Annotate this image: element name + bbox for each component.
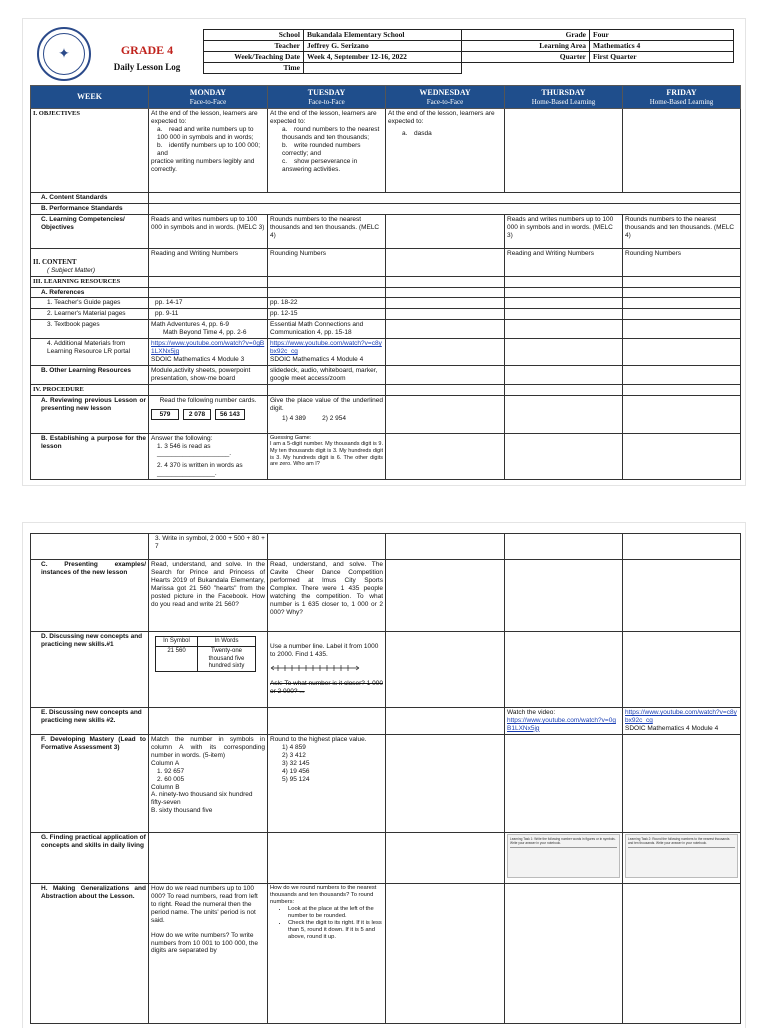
establishing-purpose-label: B. Establishing a purpose for the lesson	[31, 433, 149, 480]
content-wed	[386, 249, 505, 276]
log-title: Daily Lesson Log	[113, 61, 181, 72]
week-label: Week/Teaching Date	[204, 52, 304, 63]
number-card: 579	[151, 409, 179, 421]
youtube-link-mon[interactable]: https://www.youtube.com/watch?v=0gB1LXNx5jg	[151, 340, 265, 356]
day-header-wed: WEDNESDAY Face-to-Face	[386, 86, 505, 109]
objectives-wed: At the end of the lesson, learners are expected to: a. dasda	[386, 109, 505, 193]
objectives-fri	[623, 109, 741, 193]
content-mon: Reading and Writing Numbers	[149, 249, 268, 276]
additional-materials-tue: https://www.youtube.com/watch?v=c8ybx92c_cg SDOIC Mathematics 4 Module 4	[268, 339, 386, 366]
learning-task-1-thumbnail: Learning Task 1: Write the following number words in figures or in symbols. Write your answer in your notebook.	[507, 834, 620, 878]
header-info-table	[203, 29, 734, 74]
reviewing-lesson-mon: Read the following number cards. 579 2 078 56 143	[149, 395, 268, 433]
objectives-title: I. OBJECTIVES	[31, 109, 149, 193]
discussing-concepts-2-fri: https://www.youtube.com/watch?v=c8ybx92c_cg SDOIC Mathematics 4 Module 4	[623, 708, 741, 735]
teacher-label: Teacher	[204, 41, 304, 52]
deped-seal-logo: ✦	[37, 27, 91, 81]
developing-mastery-mon: Match the number in symbols in column A with its corresponding number in words. (5-item) Column A 1. 92 657 2. 60 005 Column B A. ninety-two thousand six hundred fifty-seven B. sixty thousand five	[149, 735, 268, 833]
developing-mastery-label: F. Developing Mastery (Lead to Formative Assessment 3)	[31, 735, 149, 833]
textbook-mon: Math Adventures 4, pp. 6-9 Math Beyond Time 4, pp. 2-6	[149, 320, 268, 339]
additional-materials-mon: https://www.youtube.com/watch?v=0gB1LXNx5jg SDOIC Mathematics 4 Module 3	[149, 339, 268, 366]
discussing-concepts-2-label: E. Discussing new concepts and practicing new skills #2.	[31, 708, 149, 735]
day-header-fri: FRIDAY Home-Based Learning	[623, 86, 741, 109]
content-title: II. CONTENT ( Subject Matter)	[31, 249, 149, 276]
number-line-diagram	[270, 663, 360, 673]
generalizations-label: H. Making Generalizations and Abstraction about the Lesson.	[31, 884, 149, 1024]
content-standards-label: A. Content Standards	[31, 193, 149, 204]
learners-material-label: 2. Learner's Material pages	[31, 309, 149, 320]
resources-title: III. LEARNING RESOURCES	[31, 276, 149, 287]
reviewing-lesson-tue: Give the place value of the underlined digit. 1) 4 389 2) 2 954	[268, 395, 386, 433]
youtube-link-fri[interactable]: https://www.youtube.com/watch?v=c8ybx92c_cg	[625, 709, 737, 724]
other-resources-label: B. Other Learning Resources	[31, 365, 149, 384]
symbol-words-table: In Symbol In Words 21 560 Twenty-one thousand five hundred sixty	[155, 636, 256, 672]
objectives-thu	[505, 109, 623, 193]
references-label: A. References	[31, 287, 149, 298]
grade-title: GRADE 4	[120, 43, 174, 57]
discussing-concepts-1-mon	[149, 632, 268, 708]
teacher-value: Jeffrey G. Serizano	[304, 41, 462, 52]
number-card: 2 078	[183, 409, 211, 421]
school-label: School	[204, 30, 304, 41]
page-2	[22, 522, 746, 1028]
page-1	[22, 18, 746, 486]
other-resources-mon: Module,activity sheets, powerpoint presentation, show-me board	[149, 365, 268, 384]
discussing-concepts-1-label: D. Discussing new concepts and practicing new skills.#1	[31, 632, 149, 708]
competencies-tue: Rounds numbers to the nearest thousands and ten thousands. (MELC 4)	[268, 215, 386, 249]
presenting-examples-mon: Read, understand, and solve. In the Search for Prince and Princess of Hearts 2019 of Bukandala Elementary, Marissa got 21 560 "hearts" from the posted picture in the Facebook. How do you read and write 21 560?	[149, 560, 268, 632]
teachers-guide-label: 1. Teacher's Guide pages	[31, 298, 149, 309]
lesson-log-table-continued	[30, 533, 741, 1024]
grade-value: Four	[590, 30, 734, 41]
content-tue: Rounding Numbers	[268, 249, 386, 276]
generalizations-tue: How do we round numbers to the nearest thousands and ten thousands? To round numbers: • Look at the place at the left of the number to be rounded. • Check the digit to its right. If it is less than 5, round it down. If it is 5 and above, round it up.	[268, 884, 386, 1024]
competencies-mon: Reads and writes numbers up to 100 000 in symbols and in words. (MELC 3)	[149, 215, 268, 249]
reviewing-lesson-label: A. Reviewing previous Lesson or presenting new lesson	[31, 395, 149, 433]
procedure-title: IV. PROCEDURE	[31, 384, 149, 395]
establishing-purpose-mon: Answer the following: 1. 3 546 is read as ____________________. 2. 4 370 is written in words as ________________.	[149, 433, 268, 480]
performance-standards-label: B. Performance Standards	[31, 204, 149, 215]
competencies-fri: Rounds numbers to the nearest thousands and ten thousands. (MELC 4)	[623, 215, 741, 249]
number-card: 56 143	[215, 409, 245, 421]
textbook-tue: Essential Math Connections and Communication 4, pp. 15-18	[268, 320, 386, 339]
discussing-concepts-2-thu: Watch the video: https://www.youtube.com/watch?v=0gB1LXNx5jg	[505, 708, 623, 735]
youtube-link-tue[interactable]: https://www.youtube.com/watch?v=c8ybx92c_cg	[270, 340, 382, 356]
lesson-log-table	[30, 85, 741, 480]
learners-material-tue: pp. 12-15	[268, 309, 386, 320]
teachers-guide-tue: pp. 18-22	[268, 298, 386, 309]
competencies-label: C. Learning Competencies/ Objectives	[31, 215, 149, 249]
number-cards	[151, 409, 265, 421]
content-thu: Reading and Writing Numbers	[505, 249, 623, 276]
time-value	[304, 63, 462, 74]
area-label: Learning Area	[462, 41, 590, 52]
establishing-purpose-mon-cont: 3. Write in symbol, 2 000 + 500 + 80 + 7	[149, 534, 268, 560]
quarter-label: Quarter	[462, 52, 590, 63]
practical-application-thu	[505, 833, 623, 884]
week-header: WEEK	[31, 86, 149, 109]
competencies-wed	[386, 215, 505, 249]
learning-task-2-thumbnail: Learning Task 2: Round the following numbers to the nearest thousands and ten thousands. Write your answer in your notebook.	[625, 834, 738, 878]
day-header-thu: THURSDAY Home-Based Learning	[505, 86, 623, 109]
content-fri: Rounding Numbers	[623, 249, 741, 276]
day-header-tue: TUESDAY Face-to-Face	[268, 86, 386, 109]
time-label: Time	[204, 63, 304, 74]
other-resources-tue: slidedeck, audio, whiteboard, marker, google meet access/zoom	[268, 365, 386, 384]
objectives-mon: At the end of the lesson, learners are expected to: a. read and write numbers up to 100 000 in symbols and in words; b. identify numbers up to 100 000; and practice writing numbers legibly and correctly.	[149, 109, 268, 193]
presenting-examples-label: C. Presenting examples/ instances of the new lesson	[31, 560, 149, 632]
competencies-thu: Reads and writes numbers up to 100 000 in symbols and in words. (MELC 3)	[505, 215, 623, 249]
quarter-value: First Quarter	[590, 52, 734, 63]
establishing-purpose-tue: Guessing Game: I am a 5-digit number. My thousands digit is 9. My ten thousands digit is 3. My hundreds digit is 3. My hundreds digit is 6. The other digits are zero. Who am I?	[268, 433, 386, 480]
developing-mastery-tue: Round to the highest place value. 1) 4 859 2) 3 412 3) 32 145 4) 19 456 5) 95 124	[268, 735, 386, 833]
week-value: Week 4, September 12-16, 2022	[304, 52, 462, 63]
area-value: Mathematics 4	[590, 41, 734, 52]
learners-material-mon: pp. 9-11	[149, 309, 268, 320]
content-standards-value	[149, 193, 741, 204]
day-header-mon: MONDAY Face-to-Face	[149, 86, 268, 109]
additional-materials-label: 4. Additional Materials from Learning Resource LR portal	[31, 339, 149, 366]
school-value: Bukandala Elementary School	[304, 30, 462, 41]
textbook-label: 3. Textbook pages	[31, 320, 149, 339]
practical-application-label: G. Finding practical application of concepts and skills in daily living	[31, 833, 149, 884]
grade-label: Grade	[462, 30, 590, 41]
objectives-tue: At the end of the lesson, learners are expected to: a. round numbers to the nearest thousands and ten thousands; b. write rounded numbers correctly; and c. show perseverance in answering activities.	[268, 109, 386, 193]
generalizations-mon: How do we read numbers up to 100 000? To read numbers, read from left to right. Read the numeral then the period name. The units' period is not said. How do we write numbers? To write numbers from 10 001 to 100 000, the digits are separated by	[149, 884, 268, 1024]
practical-application-fri	[623, 833, 741, 884]
teachers-guide-mon: pp. 14-17	[149, 298, 268, 309]
discussing-concepts-1-tue: Use a number line. Label it from 1000 to 2000. Find 1 435. Ask: To what number is it closer? 1 000 or 2 000? ...	[268, 632, 386, 708]
presenting-examples-tue: Read, understand, and solve. The Cavite Cheer Dance Competition performed at Imus City Sports Complex. There were 1 435 people watching the competition. To what number is 1 635 closer to, 1 000 or 2 000? Why?	[268, 560, 386, 632]
performance-standards-value	[149, 204, 741, 215]
youtube-link-thu[interactable]: https://www.youtube.com/watch?v=0gB1LXNx5jg	[507, 716, 616, 732]
